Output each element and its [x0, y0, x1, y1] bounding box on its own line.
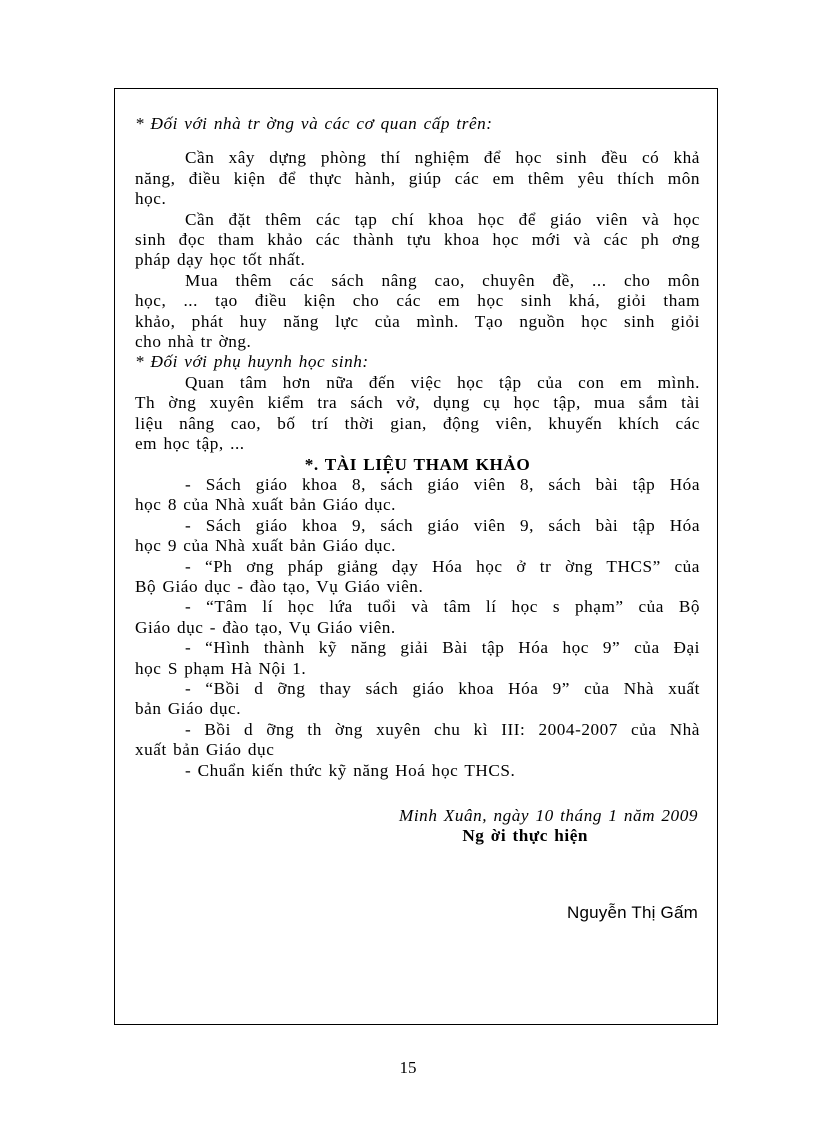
paragraph-parents — [135, 373, 700, 455]
text-line: liệu nâng cao, bố trí thời gian, động viên, khuyến khích các — [135, 413, 700, 433]
references-title: *. TÀI LIỆU THAM KHẢO — [304, 454, 531, 474]
text-line: bản Giáo dục. — [135, 699, 242, 719]
text-line: - “Bồi d ỡng thay sách giáo khoa Hóa 9” của Nhà xuất — [185, 678, 700, 698]
text-line: học. — [135, 189, 167, 209]
document-body — [135, 114, 700, 847]
paragraph-lab — [135, 148, 700, 209]
reference-item — [135, 679, 700, 720]
text-line: Bộ Giáo dục - đào tạo, Vụ Giáo viên. — [135, 576, 424, 596]
reference-item — [135, 557, 700, 598]
text-line: học 8 của Nhà xuất bản Giáo dục. — [135, 495, 397, 515]
signature-role: Ng ời thực hiện — [462, 826, 588, 846]
text-line: Giáo dục - đào tạo, Vụ Giáo viên. — [135, 617, 396, 637]
text-line: Cần đặt thêm các tạp chí khoa học để giáo viên và học — [185, 209, 700, 229]
text-line: Th ờng xuyên kiểm tra sách vở, dụng cụ học tập, mua sắm tài — [135, 393, 700, 413]
reference-item — [135, 597, 700, 638]
section-heading-parents: * Đối với phụ huynh học sinh: — [135, 352, 369, 372]
author-name: Nguyễn Thị Gấm — [567, 903, 698, 922]
text-line: Mua thêm các sách nâng cao, chuyên đề, ... cho môn — [185, 270, 700, 290]
text-line: khảo, phát huy năng lực của mình. Tạo nguồn học sinh giỏi — [135, 311, 700, 331]
text-line: pháp dạy học tốt nhất. — [135, 250, 306, 270]
text-line: năng, điều kiện để thực hành, giúp các em thêm yêu thích môn — [135, 168, 700, 188]
text-line: xuất bản Giáo dục — [135, 740, 275, 760]
text-line: - “Hình thành kỹ năng giải Bài tập Hóa học 9” của Đại — [185, 638, 700, 658]
paragraph-books — [135, 271, 700, 353]
text-line: - Sách giáo khoa 9, sách giáo viên 9, sách bài tập Hóa — [185, 515, 700, 535]
text-line: Quan tâm hơn nữa đến việc học tập của con em mình. — [185, 372, 700, 392]
text-line: - Chuẩn kiến thức kỹ năng Hoá học THCS. — [185, 760, 516, 780]
signature-place-date: Minh Xuân, ngày 10 tháng 1 năm 2009 — [398, 806, 698, 825]
reference-item — [135, 638, 700, 679]
paragraph-journals — [135, 210, 700, 271]
page-number: 15 — [399, 1058, 417, 1077]
section-heading-school: * Đối với nhà tr ờng và các cơ quan cấp trên: — [135, 114, 493, 133]
text-line: cho nhà tr ờng. — [135, 332, 252, 352]
text-line: - Bồi d ỡng th ờng xuyên chu kì III: 2004-2007 của Nhà — [185, 719, 700, 739]
references-list — [135, 475, 700, 781]
text-line: học 9 của Nhà xuất bản Giáo dục. — [135, 536, 397, 556]
text-line: học S phạm Hà Nội 1. — [135, 658, 307, 678]
text-line: Cần xây dựng phòng thí nghiệm để học sinh đều có khả — [185, 148, 700, 168]
text-line: - “Ph ơng pháp giảng dạy Hóa học ở tr ờng THCS” của — [185, 556, 700, 576]
text-line: em học tập, ... — [135, 434, 245, 454]
reference-item — [135, 761, 700, 781]
text-line: - “Tâm lí học lứa tuổi và tâm lí học s phạm” của Bộ — [185, 597, 700, 617]
text-line: học, ... tạo điều kiện cho các em học sinh khá, giỏi tham — [135, 291, 700, 311]
reference-item — [135, 516, 700, 557]
reference-item — [135, 720, 700, 761]
text-line: - Sách giáo khoa 8, sách giáo viên 8, sách bài tập Hóa — [185, 474, 700, 494]
text-line: sinh đọc tham khảo các thành tựu khoa học mới và các ph ơng — [135, 230, 700, 250]
reference-item — [135, 475, 700, 516]
